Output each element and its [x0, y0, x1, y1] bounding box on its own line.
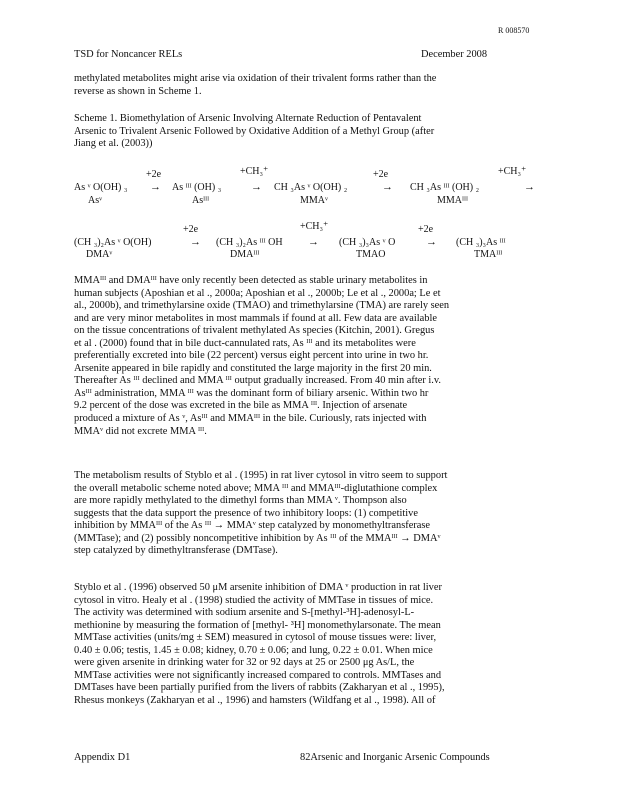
reaction-label: +CH₃⁺ — [300, 221, 329, 232]
footer-left: Appendix D1 — [74, 752, 131, 763]
species-name: MMAᵛ — [300, 195, 328, 206]
species-name: MMAᴵᴵᴵ — [437, 195, 468, 206]
text-line: suggests that the data support the presence of two inhibitory loops: (1) competitive — [74, 507, 418, 519]
species-formula: CH ₃As ᴵᴵᴵ (OH) ₂ — [410, 182, 480, 193]
species-formula: (CH ₃)₃As ᴵᴵᴵ — [456, 237, 506, 248]
text-line: Styblo et al . (1996) observed 50 μM arsenite inhibition of DMA ᵛ production in rat liver — [74, 582, 442, 593]
reaction-arrow: → — [251, 181, 262, 193]
text-line: on the tissue concentrations of trivalent methylated As species (Kitchin, 2001). Gregus — [74, 325, 435, 337]
reaction-label: +2e — [183, 224, 199, 235]
text-line: DMTases have been partially purified from the livers of rabbits (Zakharyan et al ., 1995), — [74, 682, 445, 694]
text-line: produced a mixture of As ᵛ, Asᴵᴵᴵ and MMAᴵᴵᴵ in the bile. Curiously, rats injected with — [74, 413, 427, 425]
scheme-title — [74, 113, 550, 151]
species-formula: As ᵛ O(OH) ₃ — [74, 182, 128, 193]
text-line: and are very minor metabolites in most mammals if found at all. Few data are available — [74, 312, 437, 324]
text-line: 9.2 percent of the dose was excreted in the bile as MMA ᴵᴵᴵ. Injection of arsenate — [74, 400, 408, 412]
reaction-arrow: → — [150, 181, 161, 193]
species-formula: (CH ₃)₂As ᴵᴵᴵ OH — [216, 237, 283, 248]
paragraph-styblo-1996 — [74, 582, 550, 707]
species-name: Asᵛ — [88, 195, 103, 206]
text-line: Thereafter As ᴵᴵᴵ declined and MMA ᴵᴵᴵ output gradually increased. From 40 min after i.v. — [74, 375, 441, 387]
species-formula: CH ₃As ᵛ O(OH) ₂ — [274, 182, 348, 193]
text-line: (MMTase); and (2) possibly noncompetitive inhibition by As ᴵᴵᴵ of the MMAᴵᴵᴵ → DMAᵛ — [74, 532, 441, 544]
text-line: 0.40 ± 0.06; testis, 1.45 ± 0.08; kidney, 0.70 ± 0.06; and lung, 0.22 ± 0.01. When mice — [74, 644, 433, 656]
text-line: are more rapidly methylated to the dimethyl forms than MMA ᵛ. Thompson also — [74, 495, 407, 507]
text-line: were given arsenite in drinking water for 32 or 92 days at 25 or 2500 μg As/L, the — [74, 657, 415, 669]
footer-right: 82Arsenic and Inorganic Arsenic Compounds — [300, 752, 490, 763]
text-line: methionine by measuring the formation of [methyl- ³H] monomethylarsonate. The mean — [74, 619, 441, 631]
text-line: MMAᴵᴵᴵ and DMAᴵᴵᴵ have only recently been detected as stable urinary metabolites in — [74, 275, 428, 286]
reaction-label: +2e — [146, 169, 162, 180]
reaction-label: +2e — [418, 224, 434, 235]
text-line: Arsenic to Trivalent Arsenic Followed by Oxidative Addition of a Methyl Group (after — [74, 125, 435, 137]
reaction-arrow: → — [308, 236, 319, 248]
reaction-label: +CH₃⁺ — [240, 166, 269, 177]
text-line: methylated metabolites might arise via oxidation of their trivalent forms rather than the — [74, 73, 437, 84]
text-line: Arsenite appeared in bile rapidly and constituted the large majority in the first 20 min. — [74, 362, 432, 374]
text-line: human subjects (Aposhian et al ., 2000a; Aposhian et al ., 2000b; Le et al ., 2000a; Le et — [74, 287, 441, 299]
text-line: cytosol in vitro. Healy et al . (1998) studied the activity of MMTase in tissues of mice. — [74, 594, 434, 606]
species-name: TMAO — [356, 249, 386, 260]
header-left: TSD for Noncancer RELs — [74, 49, 183, 60]
text-line: Asᴵᴵᴵ administration, MMA ᴵᴵᴵ was the dominant form of biliary arsenic. Within two hr — [74, 387, 429, 399]
reaction-arrow: → — [426, 236, 437, 248]
text-line: Jiang et al. (2003)) — [74, 138, 153, 150]
paragraph-metabolites — [74, 275, 550, 438]
text-line: The metabolism results of Styblo et al . (1995) in rat liver cytosol in vitro seem to support — [74, 470, 448, 481]
text-line: The activity was determined with sodium arsenite and S-[methyl-³H]-adenosyl-L- — [74, 607, 415, 619]
text-line: the overall metabolic scheme noted above; MMA ᴵᴵᴵ and MMAᴵᴵᴵ-diglutathione complex — [74, 482, 438, 494]
header-right: December 2008 — [421, 49, 488, 60]
text-line: et al . (2000) found that in bile duct-cannulated rats, As ᴵᴵᴵ and its metabolites were — [74, 337, 416, 349]
document-id: R 008570 — [498, 26, 530, 35]
text-line: MMTase activities (units/mg ± SEM) measured in cytosol of mouse tissues were: liver, — [74, 632, 437, 644]
species-formula: (CH ₃)₃As ᵛ O — [339, 237, 396, 248]
text-line: Scheme 1. Biomethylation of Arsenic Involving Alternate Reduction of Pentavalent — [74, 113, 422, 124]
text-line: inhibition by MMAᴵᴵᴵ of the As ᴵᴵᴵ → MMAᵛ step catalyzed by monomethyltransferase — [74, 520, 431, 532]
species-name: DMAᵛ — [86, 249, 113, 260]
species-formula: (CH ₃)₂As ᵛ O(OH) — [74, 237, 152, 248]
reaction-arrow: → — [190, 236, 201, 248]
species-name: TMAᴵᴵᴵ — [474, 249, 503, 260]
text-line: preferentially excreted into bile (22 percent) versus eight percent into urine in two hr. — [74, 350, 429, 362]
text-line: MMTase activities were not significantly increased compared to controls. MMTases and — [74, 669, 442, 681]
text-line: Rhesus monkeys (Zakharyan et al ., 1996) and hamsters (Wildfang et al ., 1998). All of — [74, 694, 436, 706]
reaction-arrow: → — [382, 181, 393, 193]
reaction-label: +CH₃⁺ — [498, 166, 527, 177]
text-line: reverse as shown in Scheme 1. — [74, 85, 202, 97]
text-line: al., 2000b), and trimethylarsine oxide (TMAO) and trimethylarsine (TMA) are rarely seen — [74, 300, 450, 312]
species-formula: As ᴵᴵᴵ (OH) ₃ — [172, 182, 222, 193]
text-line: step catalyzed by dimethyltransferase (DMTase). — [74, 545, 278, 557]
text-line: MMAᵛ did not excrete MMA ᴵᴵᴵ. — [74, 425, 207, 437]
species-name: Asᴵᴵᴵ — [192, 195, 210, 206]
species-name: DMAᴵᴵᴵ — [230, 249, 260, 260]
reaction-label: +2e — [373, 169, 389, 180]
intro-paragraph — [74, 73, 550, 98]
reaction-arrow: → — [524, 181, 535, 193]
paragraph-styblo-1995 — [74, 470, 550, 558]
